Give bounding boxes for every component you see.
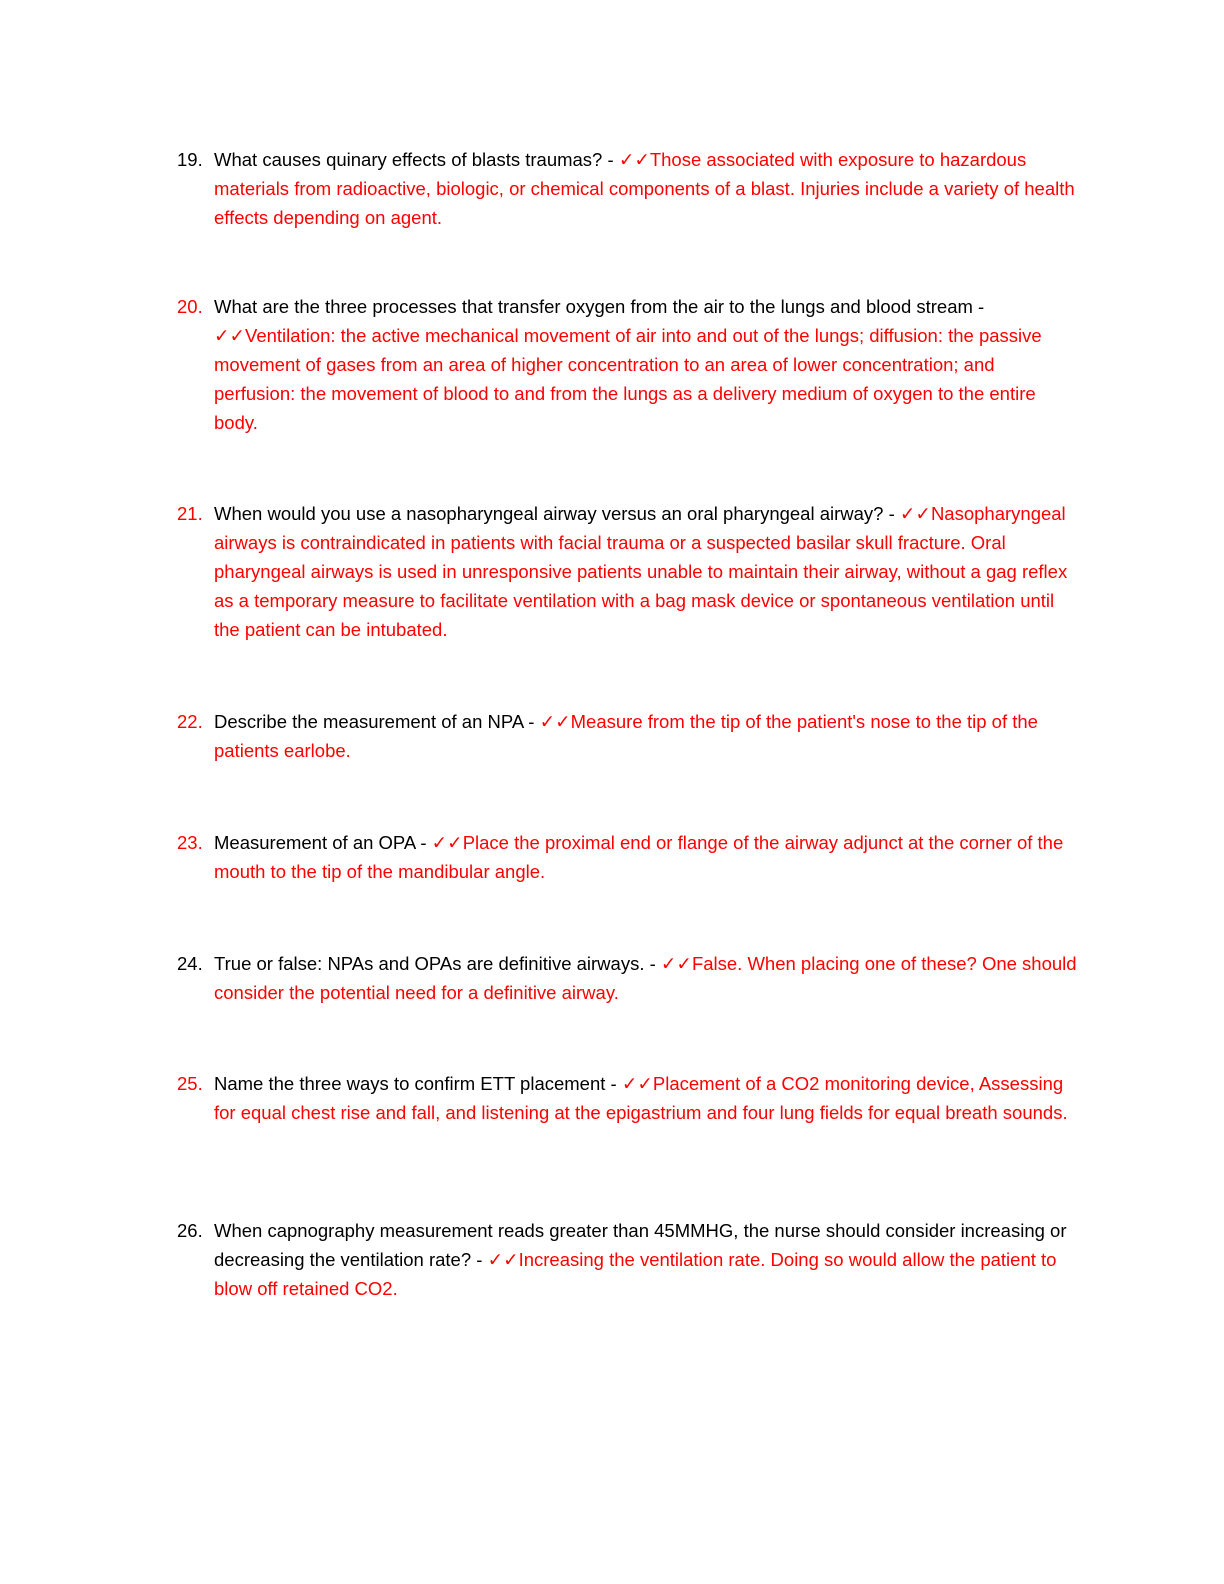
answer-text: Increasing the ventilation rate. Doing so would allow the patient to blow off retained CO2. [214, 1249, 1057, 1299]
item-number: 22. [177, 711, 203, 732]
question-text: What causes quinary effects of blasts traumas? [214, 149, 603, 170]
answer-text: False. When placing one of these? One should consider the potential need for a definitive airway. [214, 953, 1077, 1003]
separator: - [644, 953, 661, 974]
item-number: 20. [177, 296, 203, 317]
question-text: Describe the measurement of an NPA [214, 711, 524, 732]
question-text: Measurement of an OPA [214, 832, 416, 853]
qa-item-26 [177, 1216, 1077, 1303]
answer-text: Measure from the tip of the patient's nose to the tip of the patients earlobe. [214, 711, 1038, 761]
answer-text: Nasopharyngeal airways is contraindicated in patients with facial trauma or a suspected basilar skull fracture. Oral pharyngeal airways is used in unresponsive patients unable to maintain their airway, without a gag reflex as a temporary measure to facilitate ventilation with a bag mask device or spontaneous ventilation until the patient can be intubated. [214, 503, 1068, 640]
question-text: What are the three processes that transfer oxygen from the air to the lungs and blood stream [214, 296, 973, 317]
double-check-icon: ✓✓ [618, 149, 650, 170]
qa-item-25 [177, 1069, 1077, 1127]
qa-item-21 [177, 499, 1077, 644]
answer-text: Those associated with exposure to hazardous materials from radioactive, biologic, or chemical components of a blast. Injuries include a variety of health effects depending on agent. [214, 149, 1075, 228]
separator: - [471, 1249, 488, 1270]
question-text: When would you use a nasopharyngeal airway versus an oral pharyngeal airway? [214, 503, 884, 524]
answer-text: Placement of a CO2 monitoring device, Assessing for equal chest rise and fall, and listening at the epigastrium and four lung fields for equal breath sounds. [214, 1073, 1068, 1123]
qa-item-23 [177, 828, 1077, 886]
double-check-icon: ✓✓ [539, 711, 571, 732]
answer-text: Ventilation: the active mechanical movement of air into and out of the lungs; diffusion: the passive movement of gases from an area of higher concentration to an area of lower concentration; and perfusion: the movement of blood to and from the lungs as a delivery medium of oxygen to the entire body. [214, 325, 1042, 433]
item-number: 19. [177, 149, 203, 170]
question-text: When capnography measurement reads greater than 45MMHG, the nurse should consider increasing or decreasing the ventilation rate? [214, 1220, 1067, 1270]
double-check-icon: ✓✓ [487, 1249, 519, 1270]
qa-item-22 [177, 707, 1077, 765]
qa-item-19 [177, 145, 1077, 232]
separator: - [972, 296, 985, 317]
separator: - [523, 711, 540, 732]
qa-item-20 [177, 292, 1077, 437]
double-check-icon: ✓✓ [660, 953, 692, 974]
answer-text: Place the proximal end or flange of the airway adjunct at the corner of the mouth to the tip of the mandibular angle. [214, 832, 1064, 882]
separator: - [605, 1073, 622, 1094]
item-number: 21. [177, 503, 203, 524]
qa-item-24 [177, 949, 1077, 1007]
double-check-icon: ✓✓ [214, 325, 246, 346]
double-check-icon: ✓✓ [621, 1073, 653, 1094]
item-number: 25. [177, 1073, 203, 1094]
separator: - [883, 503, 900, 524]
question-text: Name the three ways to confirm ETT placement [214, 1073, 606, 1094]
double-check-icon: ✓✓ [431, 832, 463, 853]
item-number: 23. [177, 832, 203, 853]
separator: - [602, 149, 619, 170]
double-check-icon: ✓✓ [899, 503, 931, 524]
separator: - [415, 832, 432, 853]
question-text: True or false: NPAs and OPAs are definitive airways. [214, 953, 645, 974]
item-number: 26. [177, 1220, 203, 1241]
item-number: 24. [177, 953, 203, 974]
